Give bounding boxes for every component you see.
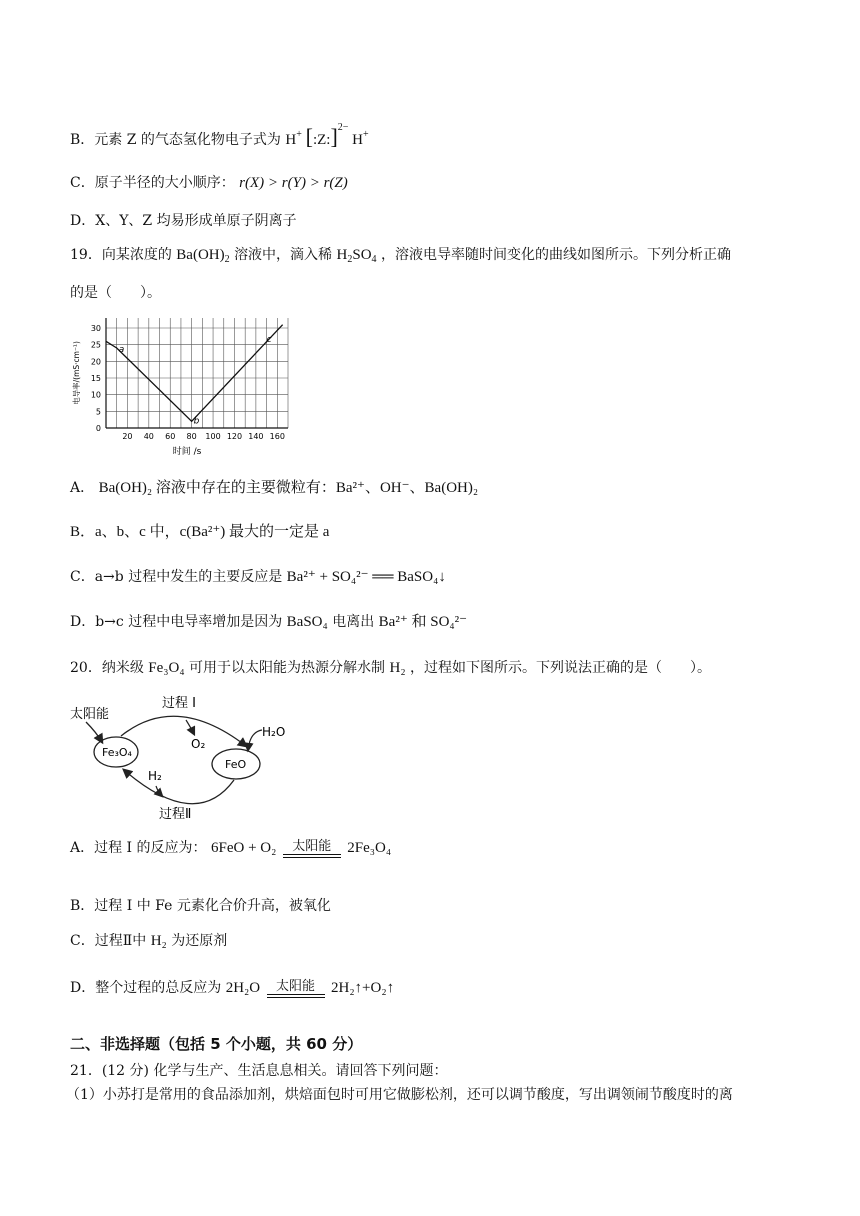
y-tick-label: 0 bbox=[95, 424, 101, 433]
ions-formula: Ba²⁺ 和 SO₄²⁻ bbox=[378, 614, 468, 630]
q20-option-c: C．过程Ⅱ中 H₂ 为还原剂 bbox=[70, 933, 228, 949]
x-tick-label: 100 bbox=[205, 432, 221, 441]
fe3o4-formula: Fe₃O₄ bbox=[148, 660, 185, 676]
chart-labels bbox=[71, 324, 285, 457]
baoh2-formula: $Ba(OH)_2$ bbox=[176, 247, 230, 265]
point-label-b: b bbox=[193, 416, 200, 427]
reaction-condition-a: 太阳能 bbox=[283, 840, 341, 858]
y-tick-label: 15 bbox=[90, 374, 101, 383]
section-2-heading: 二、非选择题（包括 5 个小题，共 60 分） bbox=[70, 1035, 363, 1053]
h2so4-formula: $H_2SO_4$ bbox=[336, 247, 377, 265]
h2-formula: H₂ bbox=[389, 660, 406, 676]
y-tick-label: 5 bbox=[95, 407, 101, 417]
x-tick-label: 140 bbox=[248, 432, 264, 441]
q20-option-d: D．整个过程的总反应为 2H₂O 太阳能 2H₂↑+O₂↑ bbox=[70, 979, 395, 996]
point-label-c: c bbox=[266, 335, 272, 345]
reaction-condition-d: 太阳能 bbox=[267, 980, 325, 998]
baso4-formula: BaSO₄ bbox=[286, 614, 328, 630]
y-tick-label: 20 bbox=[90, 357, 101, 367]
y-tick-label: 25 bbox=[90, 340, 101, 350]
process-1-arrow bbox=[121, 716, 246, 746]
process-2-label: 过程Ⅱ bbox=[159, 807, 192, 822]
q20-stem: 20．纳米级 Fe₃O₄ 可用于以太阳能为热源分解水制 H₂ ，过程如下图所示。下列说法正确的是（ ）。 bbox=[70, 660, 711, 676]
q18-option-c-text: C．原子半径的大小顺序： bbox=[70, 175, 235, 191]
point-label-a: a bbox=[118, 345, 125, 355]
q19-option-a: A． Ba(OH)₂ 溶液中存在的主要微粒有：Ba²⁺、OH⁻、Ba(OH)₂ bbox=[70, 480, 479, 496]
precipitation-equation: Ba²⁺ + SO₄²⁻ ══ BaSO₄↓ bbox=[286, 569, 446, 585]
water-splitting-cycle-diagram bbox=[66, 692, 296, 822]
process-2-arrow bbox=[124, 770, 234, 804]
process-1-label: 过程 I bbox=[162, 696, 196, 711]
chart-grid bbox=[106, 318, 288, 428]
x-tick-label: 60 bbox=[165, 432, 176, 441]
q18-option-d: D．X、Y、Z 均易形成单原子阴离子 bbox=[70, 213, 297, 229]
fe3o4-node-label: Fe₃O₄ bbox=[102, 746, 132, 759]
q18-option-c bbox=[70, 173, 348, 193]
x-axis-label: 时间 /s bbox=[172, 447, 202, 457]
sun-arrow bbox=[86, 722, 102, 742]
q21-part1: （1）小苏打是常用的食品添加剂，烘焙面包时可用它做膨松剂，还可以调节酸度，写出调领闹节酸度时的离 bbox=[66, 1087, 733, 1103]
q18-option-b bbox=[70, 118, 369, 150]
q21-stem: 21．(12 分) 化学与生产、生活息息相关。请回答下列问题： bbox=[70, 1063, 448, 1079]
q20-option-a: A．过程 I 的反应为： 6FeO + O₂ 太阳能 2Fe₃O₄ bbox=[70, 839, 392, 856]
q19-option-d: D．b→c 过程中电导率增加是因为 BaSO₄ 电离出 Ba²⁺ 和 SO₄²⁻ bbox=[70, 614, 468, 630]
q19-stem-line2: 的是（ ）。 bbox=[70, 285, 161, 301]
q20-option-b: B．过程 I 中 Fe 元素化合价升高，被氧化 bbox=[70, 898, 331, 914]
y-axis-label: 电导率/(mS·cm⁻¹) bbox=[72, 341, 81, 405]
y-tick-label: 10 bbox=[90, 390, 101, 400]
q19-option-a-text: Ba(OH)₂ 溶液中存在的主要微粒有：Ba²⁺、OH⁻、Ba(OH)₂ bbox=[98, 480, 479, 496]
x-tick-label: 120 bbox=[226, 432, 243, 441]
q18-option-b-text: B．元素 Z 的气态氢化物电子式为 bbox=[70, 132, 281, 148]
q19-option-c: C．a→b 过程中发生的主要反应是 Ba²⁺ + SO₄²⁻ ══ BaSO₄↓ bbox=[70, 569, 446, 585]
x-tick-label: 40 bbox=[143, 432, 154, 441]
x-tick-label: 160 bbox=[269, 432, 285, 441]
o2-release-arrow bbox=[186, 720, 194, 734]
x-tick-label: 20 bbox=[122, 432, 133, 441]
h2o-label: H₂O bbox=[262, 725, 286, 739]
x-tick-label: 80 bbox=[186, 432, 197, 441]
y-tick-label: 30 bbox=[90, 324, 101, 333]
h2o-input-arrow bbox=[248, 730, 262, 750]
feo-node-label: FeO bbox=[225, 758, 247, 771]
o2-label: O₂ bbox=[191, 737, 206, 751]
q19-stem-line1: 19．向某浓度的 $Ba(OH)_2$ 溶液中，滴入稀 $H_2SO_4$ ，溶液电导率随时间变化的曲线如图所示。下列分析正确 bbox=[70, 247, 731, 265]
atomic-radius-order: r(X) > r(Y) > r(Z) bbox=[239, 175, 348, 191]
conductivity-chart bbox=[70, 310, 295, 460]
h2-label: H₂ bbox=[148, 769, 162, 783]
electron-formula-hydride: H+ [:Z:]$^{2-}$ H+ bbox=[285, 122, 369, 149]
q19-option-b: B．a、b、c 中，c(Ba²⁺) 最大的一定是 a bbox=[70, 524, 330, 540]
sun-energy-label: 太阳能 bbox=[70, 707, 110, 722]
